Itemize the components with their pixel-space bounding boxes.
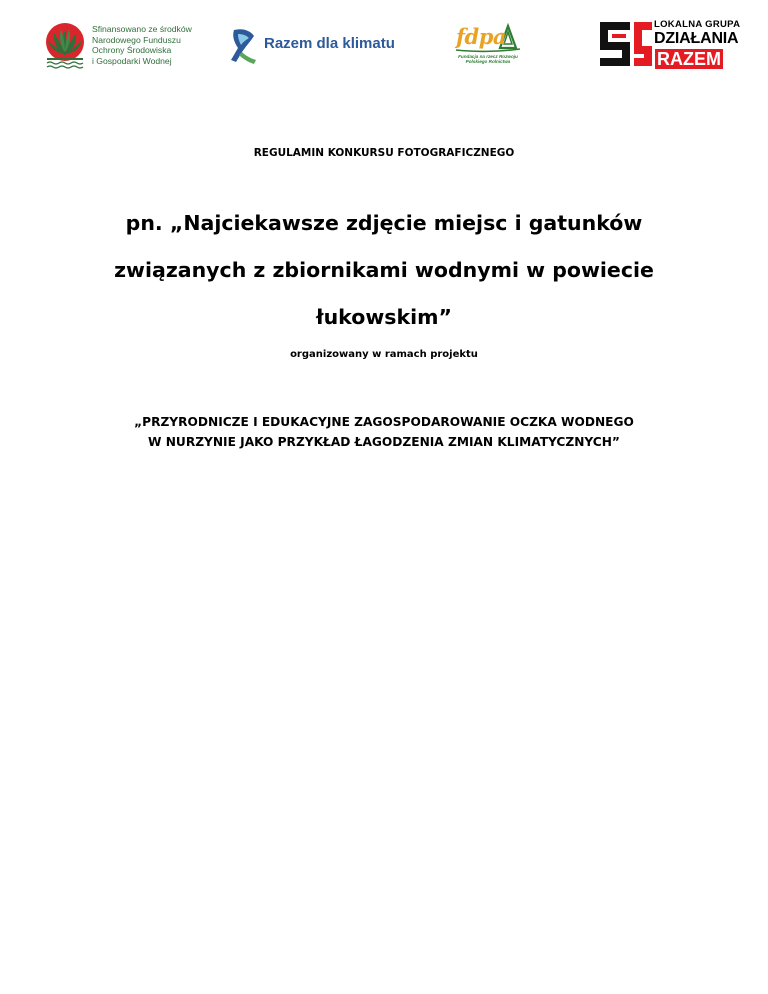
fdpa-caption [450,54,526,65]
lgd-line-bottom: RAZEM [657,49,721,69]
contest-title-line: związanych z zbiornikami wodnymi w powiecie [114,258,654,282]
nfosigw-logo [44,22,214,72]
fdpa-wordmark: fdpa [456,24,507,49]
contest-title-line: łukowskim” [315,305,452,329]
razem-dla-klimatu-label: Razem dla klimatu [264,35,395,52]
lgd-line-middle: DZIAŁANIA [654,30,739,47]
nfosigw-line: i Gospodarki Wodnej [92,55,172,66]
lgd-line-top: LOKALNA GRUPA [654,19,741,30]
project-title-line: W NURZYNIE JAKO PRZYKŁAD ŁAGODZENIA ZMIAN KLIMATYCZNYCH” [148,435,620,449]
organized-note: organizowany w ramach projektu [290,349,478,360]
lgd-razem-logo [598,18,768,70]
nfosigw-emblem-icon [44,22,90,72]
lgd-square-emblem-icon [598,18,654,68]
fdpa-logo [450,18,530,70]
razem-dla-klimatu-logo [228,26,418,66]
fdpa-caption-line: Fundacja na rzecz Rozwoju [458,54,518,59]
ribbon-logo-icon [228,26,260,66]
fdpa-caption-line: Polskiego Rolnictwa [465,59,511,65]
nfosigw-line: Narodowego Funduszu [92,34,181,45]
project-title-line: „PRZYRODNICZE I EDUKACYJNE ZAGOSPODAROWANIE OCZKA WODNEGO [134,415,634,429]
nfosigw-caption [92,24,192,66]
contest-title [0,200,768,341]
nfosigw-line: Ochrony Środowiska [92,45,172,56]
logo-bar [0,0,768,90]
nfosigw-line: Sfinansowano ze środków [92,24,192,34]
regulation-title: REGULAMIN KONKURSU FOTOGRAFICZNEGO [253,147,515,159]
project-title [0,412,768,452]
contest-title-line: pn. „Najciekawsze zdjęcie miejsc i gatunków [125,211,643,235]
